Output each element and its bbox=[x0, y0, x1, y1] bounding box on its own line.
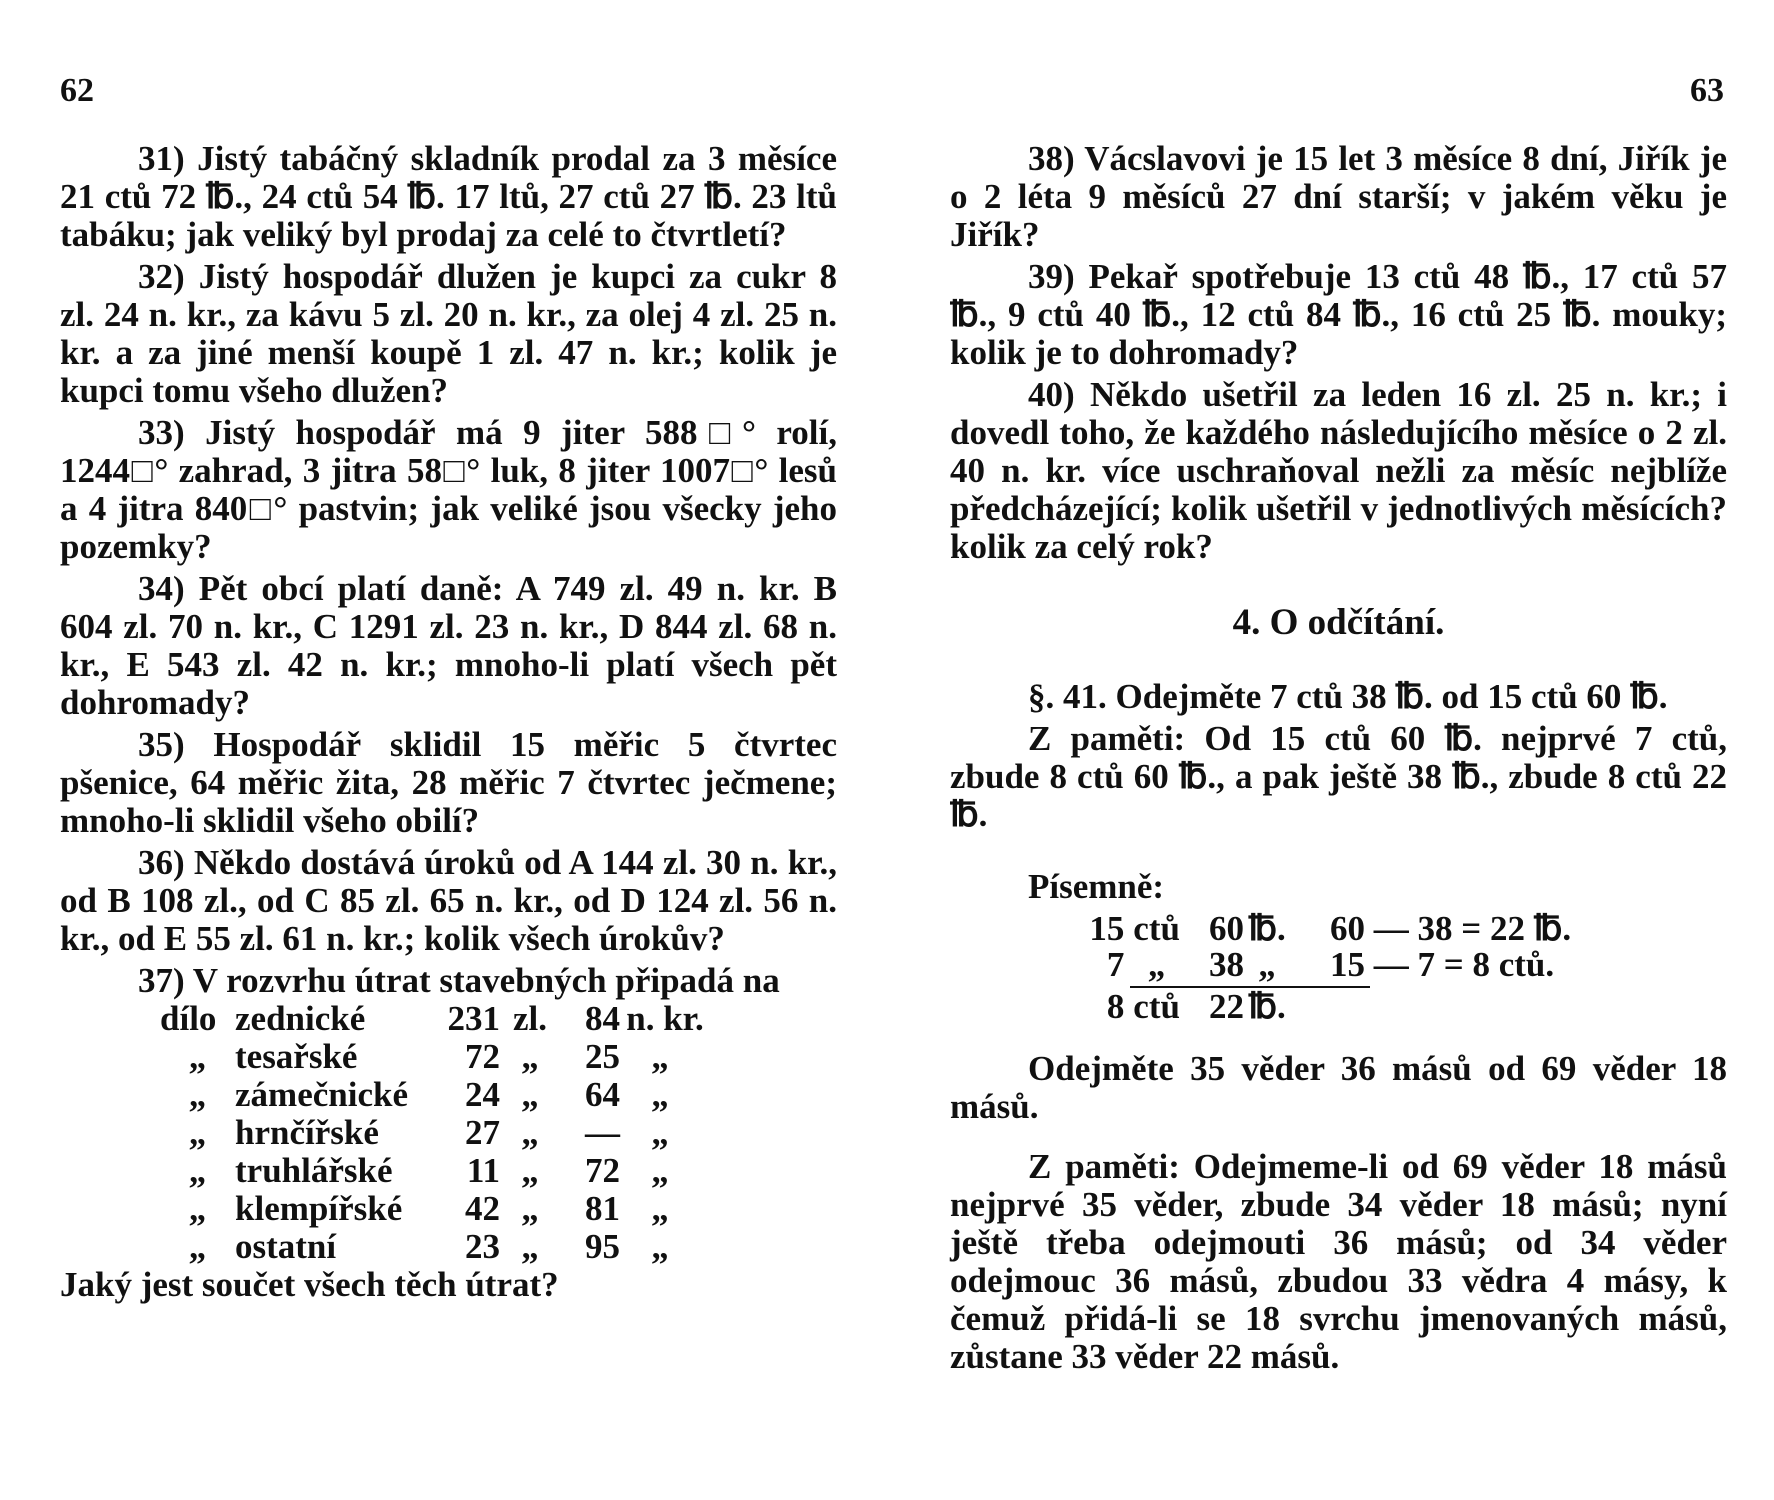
page-number: 62 bbox=[60, 72, 94, 109]
row-zl-unit: „ bbox=[521, 1227, 539, 1266]
row-kr-unit: „ bbox=[651, 1189, 669, 1228]
row-kr-unit: „ bbox=[651, 1227, 669, 1266]
row-name: zámečnické bbox=[235, 1075, 408, 1114]
right-page bbox=[887, 0, 1774, 1500]
row-kr-unit: „ bbox=[651, 1151, 669, 1190]
row-kr: 72 bbox=[585, 1151, 620, 1190]
subtrahend-line bbox=[1060, 946, 1290, 982]
row-name: klempířské bbox=[235, 1189, 403, 1228]
sum-rule bbox=[1130, 986, 1370, 988]
value: 8 bbox=[1106, 987, 1125, 1026]
unit: ℔. bbox=[1248, 909, 1286, 948]
table-row bbox=[60, 1000, 837, 1038]
result-line bbox=[1060, 988, 1290, 1024]
row-zl: 27 bbox=[465, 1113, 500, 1152]
row-kr-unit: „ bbox=[651, 1113, 669, 1152]
left-column bbox=[60, 140, 837, 1304]
row-kr-unit: „ bbox=[651, 1037, 669, 1076]
problem-36: 36) Někdo dostává úroků od A 144 zl. 30 n. kr., od B 108 zl., od C 85 zl. 65 n. kr., od D 124 zl. 56 n. kr., od E 55 zl. 61 n. kr.; kolik všech úrokův? bbox=[60, 843, 837, 958]
row-kr: 95 bbox=[585, 1227, 620, 1266]
problem-34: 34) Pět obcí platí daně: A 749 zl. 49 n. kr. B 604 zl. 70 n. kr., C 1291 zl. 23 n. kr., D 844 zl. 68 n. kr., E 543 zl. 42 n. kr.; mnoho-li platí všech pět dohromady? bbox=[60, 569, 837, 722]
value: 15 bbox=[1089, 909, 1125, 948]
row-prefix: „ bbox=[188, 1037, 207, 1076]
paragraph-41: §. 41. Odejměte 7 ctů 38 ℔. od 15 ctů 60 ℔. bbox=[1028, 677, 1668, 716]
cost-table bbox=[60, 1000, 837, 1266]
problem-37-question: Jaký jest součet všech těch útrat? bbox=[60, 1265, 559, 1304]
right-column bbox=[950, 140, 1727, 1380]
row-prefix: „ bbox=[188, 1227, 207, 1266]
table-row bbox=[60, 1114, 837, 1152]
value: 38 bbox=[1209, 945, 1245, 984]
table-row bbox=[60, 1076, 837, 1114]
row-zl: 24 bbox=[465, 1075, 500, 1114]
row-zl-unit: „ bbox=[521, 1189, 539, 1228]
row-zl: 23 bbox=[465, 1227, 500, 1266]
row-kr: 64 bbox=[585, 1075, 620, 1114]
unit: ctů bbox=[1133, 987, 1180, 1026]
section-heading: 4. O odčítání. bbox=[1232, 602, 1445, 643]
row-zl-unit: „ bbox=[521, 1037, 539, 1076]
page-number: 63 bbox=[1690, 72, 1724, 109]
table-row bbox=[60, 1152, 837, 1190]
problem-33: 33) Jistý hospodář má 9 jiter 588□° rolí, 1244□° zahrad, 3 jitra 58□° luk, 8 jiter 1007□° lesů a 4 jitra 840□° pastvin; jak veliké jsou všecky jeho pozemky? bbox=[60, 413, 837, 566]
minuend-line bbox=[1060, 910, 1290, 946]
row-prefix: „ bbox=[188, 1075, 207, 1114]
problem-32: 32) Jistý hospodář dlužen je kupci za cukr 8 zl. 24 n. kr., za kávu 5 zl. 20 n. kr., za olej 4 zl. 25 n. kr. a za jiné menší koupě 1 zl. 47 n. kr.; kolik je kupci tomu všeho dlužen? bbox=[60, 257, 837, 410]
row-prefix: „ bbox=[188, 1151, 207, 1190]
row-kr: — bbox=[585, 1113, 620, 1152]
table-row bbox=[60, 1038, 837, 1076]
unit: ℔. bbox=[1248, 987, 1286, 1026]
mental-calculation-2: Z paměti: Odejmeme-li od 69 věder 18 másů nejprvé 35 věder, zbude 34 věder 18 másů; nyní ještě třeba odejmouti 36 másů; od 34 věder odejmouc 36 másů, zbudou 33 vědra 4 másy, k čemuž přidá-li se 18 svrchu jmenovaných másů, zůstane 33 věder 22 másů. bbox=[950, 1147, 1727, 1376]
column-subtraction bbox=[1060, 910, 1290, 1024]
row-prefix: „ bbox=[188, 1113, 207, 1152]
row-kr: 25 bbox=[585, 1037, 620, 1076]
row-prefix: „ bbox=[188, 1189, 207, 1228]
row-zl: 11 bbox=[466, 1151, 500, 1190]
row-zl-unit: „ bbox=[521, 1113, 539, 1152]
mental-calculation-1: Z paměti: Od 15 ctů 60 ℔. nejprvé 7 ctů, zbude 8 ctů 60 ℔., a pak ještě 38 ℔., zbude 8 ctů 22 ℔. bbox=[950, 719, 1727, 834]
value: 60 bbox=[1209, 909, 1245, 948]
row-kr: 84 bbox=[585, 999, 620, 1038]
row-name: hrnčířské bbox=[235, 1113, 379, 1152]
row-zl-unit: „ bbox=[521, 1151, 539, 1190]
row-zl: 42 bbox=[465, 1189, 500, 1228]
row-zl: 72 bbox=[465, 1037, 500, 1076]
row-name: ostatní bbox=[235, 1227, 337, 1266]
table-row bbox=[60, 1190, 837, 1228]
unit: „ bbox=[1258, 945, 1276, 984]
value: 22 bbox=[1209, 987, 1245, 1026]
row-prefix: dílo bbox=[160, 999, 217, 1038]
calc-line: 60 — 38 = 22 ℔. bbox=[1330, 909, 1572, 948]
problem-38: 38) Vácslavovi je 15 let 3 měsíce 8 dní, Jiřík je o 2 léta 9 měsíců 27 dní starší; v jakém věku je Jiřík? bbox=[950, 139, 1727, 254]
side-calculations bbox=[1330, 910, 1630, 982]
unit: „ bbox=[1147, 945, 1166, 984]
written-label: Písemně: bbox=[1028, 867, 1165, 906]
row-kr: 81 bbox=[585, 1189, 620, 1228]
row-kr-unit: n. kr. bbox=[626, 999, 704, 1038]
row-zl: 231 bbox=[447, 999, 500, 1038]
row-name: tesařské bbox=[235, 1037, 358, 1076]
problem-39: 39) Pekař spotřebuje 13 ctů 48 ℔., 17 ctů 57 ℔., 9 ctů 40 ℔., 12 ctů 84 ℔., 16 ctů 25 ℔. mouky; kolik je to dohromady? bbox=[950, 257, 1727, 372]
problem-37-intro: 37) V rozvrhu útrat stavebných připadá na bbox=[138, 961, 780, 1000]
row-kr-unit: „ bbox=[651, 1075, 669, 1114]
written-calculation bbox=[950, 910, 1727, 1040]
calc-line: 15 — 7 = 8 ctů. bbox=[1330, 945, 1555, 984]
value: 7 bbox=[1106, 945, 1125, 984]
row-zl-unit: zl. bbox=[512, 999, 547, 1038]
row-name: zednické bbox=[235, 999, 366, 1038]
paragraph-b: Odejměte 35 věder 36 másů od 69 věder 18 másů. bbox=[950, 1049, 1727, 1126]
table-row bbox=[60, 1228, 837, 1266]
problem-31: 31) Jistý tabáčný skladník prodal za 3 měsíce 21 ctů 72 ℔., 24 ctů 54 ℔. 17 ltů, 27 ctů 27 ℔. 23 ltů tabáku; jak veliký byl prodaj za celé to čtvrtletí? bbox=[60, 139, 837, 254]
problem-40: 40) Někdo ušetřil za leden 16 zl. 25 n. kr.; i dovedl toho, že každého následujícího měsíce o 2 zl. 40 n. kr. více uschraňoval nežli za měsíc nejblíže předcházející; kolik ušetřil v jednotlivých měsících? kolik za celý rok? bbox=[950, 375, 1727, 566]
unit: ctů bbox=[1133, 909, 1180, 948]
problem-35: 35) Hospodář sklidil 15 měřic 5 čtvrtec pšenice, 64 měřic žita, 28 měřic 7 čtvrtec ječmene; mnoho-li sklidil všeho obilí? bbox=[60, 725, 837, 840]
row-name: truhlářské bbox=[235, 1151, 393, 1190]
row-zl-unit: „ bbox=[521, 1075, 539, 1114]
